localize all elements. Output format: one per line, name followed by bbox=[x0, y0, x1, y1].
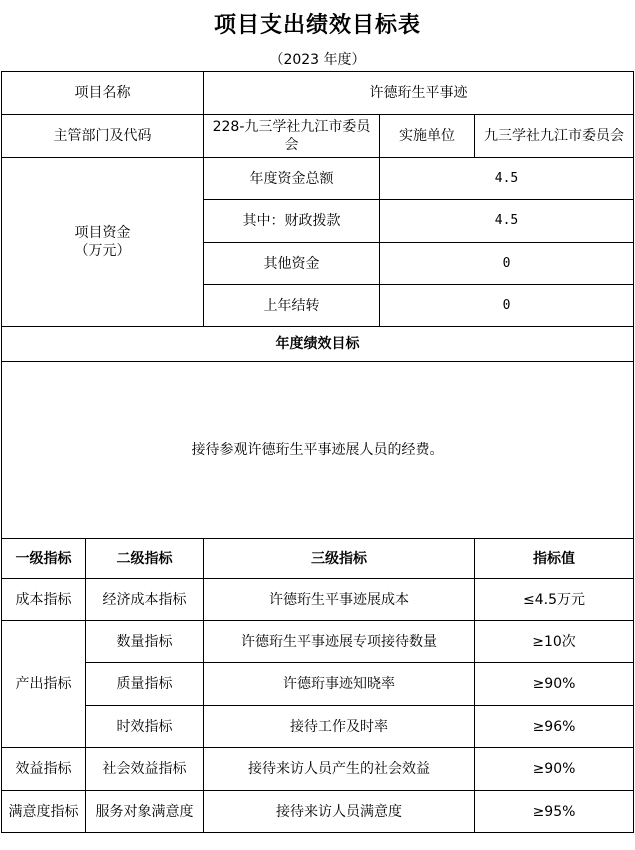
level3-cell: 接待来访人员满意度 bbox=[204, 791, 475, 833]
level2-cell: 时效指标 bbox=[86, 706, 204, 748]
department-label: 主管部门及代码 bbox=[2, 115, 204, 158]
level2-cell: 社会效益指标 bbox=[86, 748, 204, 791]
level2-cell: 数量指标 bbox=[86, 621, 204, 663]
funds-row-label: 其中：财政拨款 bbox=[204, 200, 380, 243]
funds-label: 项目资金 （万元） bbox=[2, 158, 204, 327]
level2-cell: 经济成本指标 bbox=[86, 579, 204, 621]
level1-cell: 成本指标 bbox=[2, 579, 86, 621]
indicator-value: ≤4.5万元 bbox=[475, 579, 634, 621]
indicator-value: ≥96% bbox=[475, 706, 634, 748]
indicator-value: ≥10次 bbox=[475, 621, 634, 663]
funds-row-label: 其他资金 bbox=[204, 243, 380, 285]
funds-row-value: 4.5 bbox=[380, 158, 634, 200]
project-name-value: 许德珩生平事迹 bbox=[204, 72, 634, 115]
level3-cell: 许德珩生平事迹展专项接待数量 bbox=[204, 621, 475, 663]
level3-cell: 许德珩生平事迹展成本 bbox=[204, 579, 475, 621]
level2-cell: 服务对象满意度 bbox=[86, 791, 204, 833]
header-level1: 一级指标 bbox=[2, 539, 86, 579]
level3-cell: 接待工作及时率 bbox=[204, 706, 475, 748]
level2-cell: 质量指标 bbox=[86, 663, 204, 706]
funds-row-value: 4.5 bbox=[380, 200, 634, 243]
page-subtitle: （2023 年度） bbox=[269, 52, 366, 68]
level3-cell: 许德珩事迹知晓率 bbox=[204, 663, 475, 706]
indicator-value: ≥90% bbox=[475, 663, 634, 706]
implementing-unit-label: 实施单位 bbox=[380, 115, 475, 158]
page-title: 项目支出绩效目标表 bbox=[213, 13, 421, 38]
annual-goal-header: 年度绩效目标 bbox=[2, 327, 634, 362]
level1-cell: 效益指标 bbox=[2, 748, 86, 791]
indicator-value: ≥95% bbox=[475, 791, 634, 833]
annual-goal-text: 接待参观许德珩生平事迹展人员的经费。 bbox=[2, 362, 634, 539]
funds-row-label: 年度资金总额 bbox=[204, 158, 380, 200]
performance-table bbox=[1, 71, 634, 833]
department-value: 228-九三学社九江市委员会 bbox=[204, 115, 380, 158]
header-level3: 三级指标 bbox=[204, 539, 475, 579]
funds-row-value: 0 bbox=[380, 243, 634, 285]
indicator-value: ≥90% bbox=[475, 748, 634, 791]
implementing-unit-value: 九三学社九江市委员会 bbox=[475, 115, 634, 158]
funds-row-label: 上年结转 bbox=[204, 285, 380, 327]
header-value: 指标值 bbox=[475, 539, 634, 579]
level3-cell: 接待来访人员产生的社会效益 bbox=[204, 748, 475, 791]
header-level2: 二级指标 bbox=[86, 539, 204, 579]
funds-row-value: 0 bbox=[380, 285, 634, 327]
project-name-label: 项目名称 bbox=[2, 72, 204, 115]
level1-cell: 满意度指标 bbox=[2, 791, 86, 833]
level1-cell: 产出指标 bbox=[2, 621, 86, 748]
